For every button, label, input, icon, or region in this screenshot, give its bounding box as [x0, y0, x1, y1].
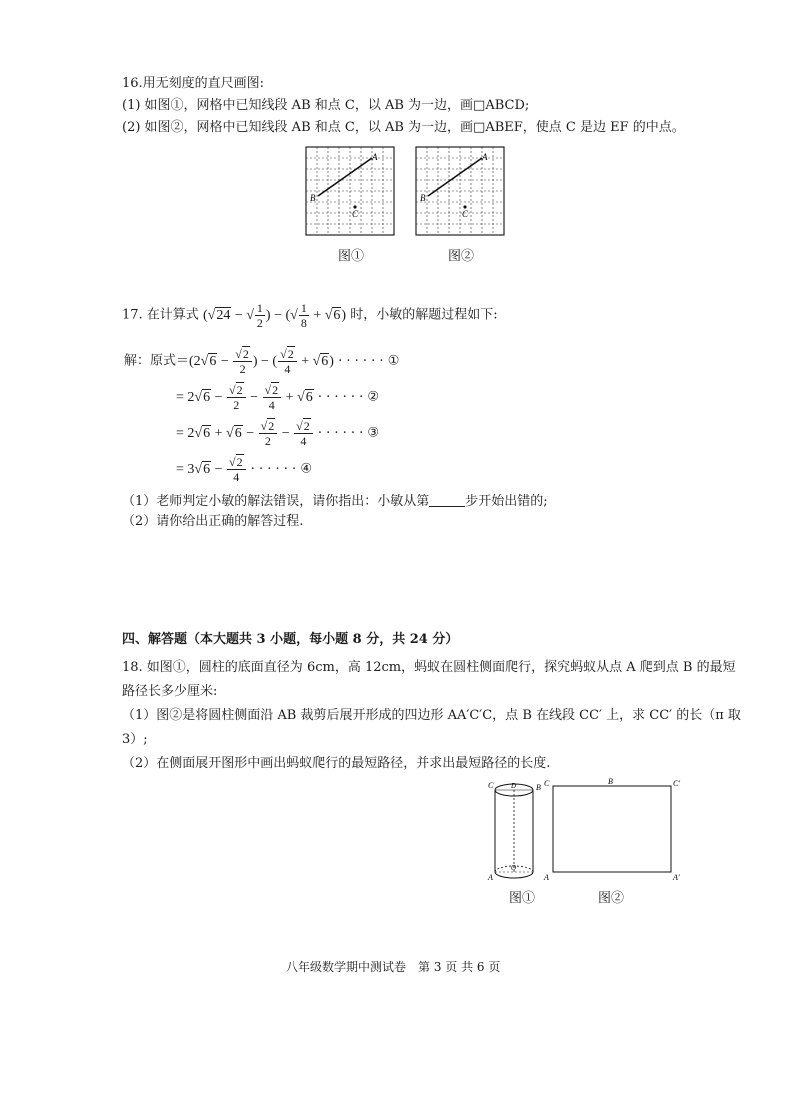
label-b: B: [310, 193, 316, 203]
step-marker-1: · · · · · · ①: [338, 353, 400, 369]
page-footer: 八年级数学期中测试卷 第 3 页 共 6 页: [286, 960, 501, 974]
step-marker-4: · · · · · · ④: [250, 461, 312, 477]
step-marker-2: · · · · · · ②: [317, 389, 380, 405]
label-c: C: [462, 209, 469, 219]
section4-heading: 四、解答题（本大题共 3 小题，每小题 8 分，共 24 分）: [122, 632, 459, 647]
q17-intro-row: [122, 302, 498, 329]
q17-part2: （2）请你给出正确的解答过程.: [122, 514, 304, 529]
q18-line1: 18. 如图①，圆柱的底面直径为 6cm，高 12cm，蚂蚁在圆柱侧面爬行，探究蚂蚁从点 A 爬到点 B 的最短: [122, 660, 736, 675]
label-c: C: [352, 209, 359, 219]
q17-intro-tail: 时，小敏的解题过程如下:: [350, 307, 498, 323]
cylinder-figure: [484, 776, 548, 884]
q17-expression: (√24 − √ $\frac{1}{2}$ ) − (√ $\frac{1}{8}$ + √6): [202, 301, 347, 330]
cyl-label-d: D: [511, 782, 517, 790]
q17-step-2: = 2√6 − $\frac{√2}{2}$ − $\frac{√2}{4}$ + √6 · · · · · · ②: [176, 383, 380, 412]
label-b: B: [420, 193, 426, 203]
q18-fig2-caption: 图②: [598, 891, 625, 906]
q17-step-3: = 2√6 + √6 − $\frac{√2}{2}$ − $\frac{√2}{4}$ · · · · · · ③: [176, 419, 380, 448]
q16-part2: (2) 如图②，网格中已知线段 AB 和点 C，以 AB 为一边，画□ABEF，使点 C 是边 EF 的中点。: [122, 120, 685, 135]
rect-label-c: C: [544, 779, 550, 788]
q17-part1-b: 步开始出错的;: [465, 494, 548, 509]
q16-part1: (1) 如图①，网格中已知线段 AB 和点 C，以 AB 为一边，画□ABCD;: [122, 98, 530, 113]
q18-fig1-caption: 图①: [509, 891, 536, 906]
cyl-label-o: O: [511, 864, 517, 872]
q16-grid-figure-1: [302, 145, 398, 241]
solution-prefix: 解：原式＝: [124, 353, 190, 369]
q16-grid-figure-2: [412, 145, 508, 241]
q16-fig2-caption: 图②: [448, 249, 475, 264]
q17-step-4: = 3√6 − $\frac{√2}{4}$ · · · · · · ④: [176, 455, 312, 484]
q16-fig1-caption: 图①: [338, 249, 365, 264]
rect-label-a-prime: A′: [673, 873, 680, 882]
segment-ab: [318, 158, 372, 196]
cyl-label-b: B: [536, 783, 541, 792]
unrolled-rectangle-figure: [540, 776, 684, 884]
q17-part1-a: （1）老师判定小敏的解法错误，请你指出：小敏从第: [122, 494, 430, 509]
q18-part1-line2: 3）;: [122, 732, 148, 747]
label-a: A: [482, 152, 488, 162]
rect-label-b: B: [608, 777, 613, 786]
answer-blank[interactable]: [429, 494, 465, 507]
step-marker-3: · · · · · · ③: [317, 425, 380, 441]
q18-line2: 路径长多少厘米:: [122, 684, 218, 699]
q17-part1: [122, 494, 548, 510]
rect-label-a: A: [544, 873, 549, 882]
q18-part1-line1: （1）图②是将圆柱侧面沿 AB 裁剪后展开形成的四边形 AA′C′C，点 B 在线段 CC′ 上，求 CC′ 的长（π 取: [122, 708, 741, 723]
cyl-label-c: C: [488, 781, 494, 790]
q17-step-1: 解：原式＝(2√6 − $\frac{√2}{2}$ ) − ( $\frac{√2}{4}$ + √6) · · · · · · ①: [124, 347, 400, 376]
label-a: A: [372, 152, 378, 162]
q16-title: 16.用无刻度的直尺画图:: [122, 76, 265, 91]
q18-part2: （2）在侧面展开图形中画出蚂蚁爬行的最短路径，并求出最短路径的长度.: [122, 756, 551, 771]
segment-ab: [428, 158, 482, 196]
q17-intro: 17. 在计算式: [122, 307, 199, 323]
cyl-label-a: A: [488, 873, 493, 882]
rect-label-c-prime: C′: [673, 779, 681, 788]
